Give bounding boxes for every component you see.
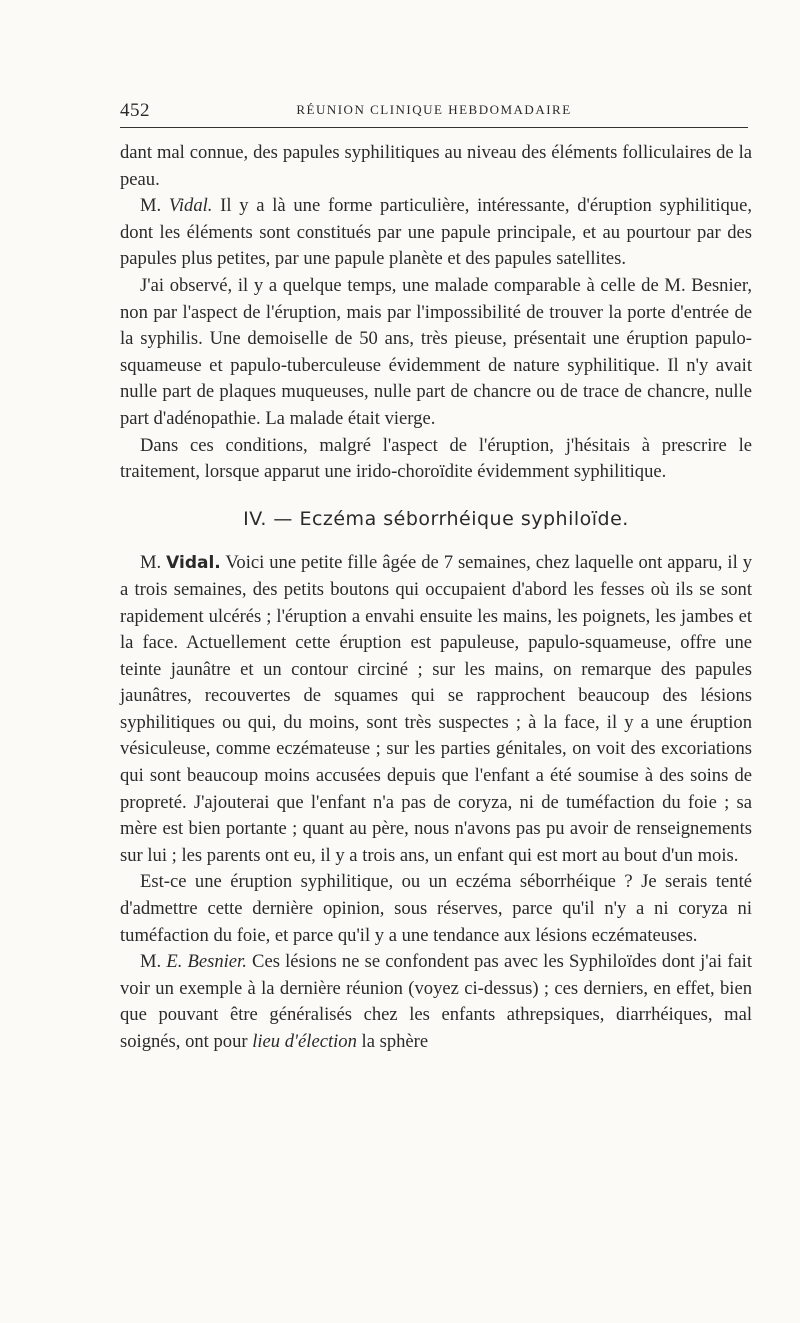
body-text [120, 140, 752, 1056]
paragraph-text: dant mal connue, des papules syphilitiques au niveau des éléments folliculaires de la peau. [120, 142, 752, 190]
section-title: IV. — Eczéma séborrhéique syphiloïde. [243, 507, 629, 530]
paragraph [120, 433, 752, 486]
paragraph-text: Est-ce une éruption syphilitique, ou un eczéma séborrhéique ? Je serais tenté d'admettre cette dernière opinion, sous réserves, parce qu'il n'y a ni coryza ni tuméfaction du foie, et parce qu'il y a une tendance aux lésions eczémateuses. [120, 871, 752, 946]
paragraph [120, 273, 752, 433]
paragraph-text: Voici une petite fille âgée de 7 semaines, chez laquelle ont apparu, il y a trois semaines, des petits boutons qui occupaient d'abord les fesses où ils se sont rapidement ulcérés ; l'éruption a envahi ensuite les mains, les poignets, les jambes et la face. Actuellement cette éruption est papuleuse, papulo-squameuse, offre une teinte jaunâtre et un contour circiné ; sur les mains, on remarque des papules jaunâtres, recouvertes de squames qui se rapprochent beaucoup des lésions syphilitiques ou qui, du moins, sont très suspectes ; à la face, il y a une éruption vésiculeuse, comme eczémateuse ; sur les parties génitales, on voit des excoriations qui sont beaucoup moins accusées depuis que l'enfant a été soumise à des soins de propreté. J'ajouterai que l'enfant n'a pas de coryza, ni de tuméfaction du foie ; sa mère est bien portante ; quant au père, nous n'avons pas pu avoir de renseignements sur lui ; les parents ont eu, il y a trois ans, un enfant qui est mort au bout d'un mois. [120, 552, 752, 866]
paragraph-text: Dans ces conditions, malgré l'aspect de l'éruption, j'hésitais à prescrire le traitement, lorsque apparut une irido-choroïdite évidemment syphilitique. [120, 434, 752, 483]
paragraph-text: Il y a là une forme particulière, intéressante, d'éruption syphilitique, dont les éléments sont constitués par une papule principale, et au pourtour par des papules plus petites, par une papule planète et des papules satellites. [120, 195, 752, 270]
paragraph [120, 193, 752, 273]
paragraph-text: la sphère [356, 1031, 429, 1052]
speaker-name: E. Besnier. [166, 951, 247, 973]
paragraph [120, 550, 752, 869]
header-rule [120, 127, 748, 128]
page-number: 452 [120, 100, 150, 121]
paragraph [120, 140, 752, 193]
speaker-prefix: M. [140, 552, 167, 574]
speaker-prefix: M. [140, 951, 167, 973]
paragraph-text: J'ai observé, il y a quelque temps, une malade comparable à celle de M. Besnier, non par l'aspect de l'éruption, mais par l'impossibilité de trouver la porte d'entrée de la syphilis. Une demoiselle de 50 ans, très pieuse, présentait une éruption papulo-squameuse et papulo-tuberculeuse évidemment de nature syphilitique. Il n'y avait nulle part de plaques muqueuses, nulle part de chancre ou de trace de chancre, nulle part d'adénopathie. La malade était vierge. [120, 274, 752, 429]
running-title: RÉUNION CLINIQUE HEBDOMADAIRE [296, 102, 572, 117]
paragraph [120, 949, 752, 1055]
speaker-prefix: M. [140, 195, 169, 217]
paragraph [120, 869, 752, 949]
running-head [120, 94, 748, 122]
speaker-name: Vidal. [166, 553, 221, 574]
speaker-name: Vidal. [168, 195, 213, 217]
italic-phrase: lieu d'élection [252, 1031, 357, 1052]
paragraph-text: Ces lésions ne se confondent pas avec les Syphiloïdes dont j'ai fait voir un exemple à la dernière réunion (voyez ci-dessus) ; ces derniers, en effet, bien que pouvant être généralisés chez les enfants athrepsiques, diarrhéiques, mal soignés, ont pour [120, 951, 752, 1052]
